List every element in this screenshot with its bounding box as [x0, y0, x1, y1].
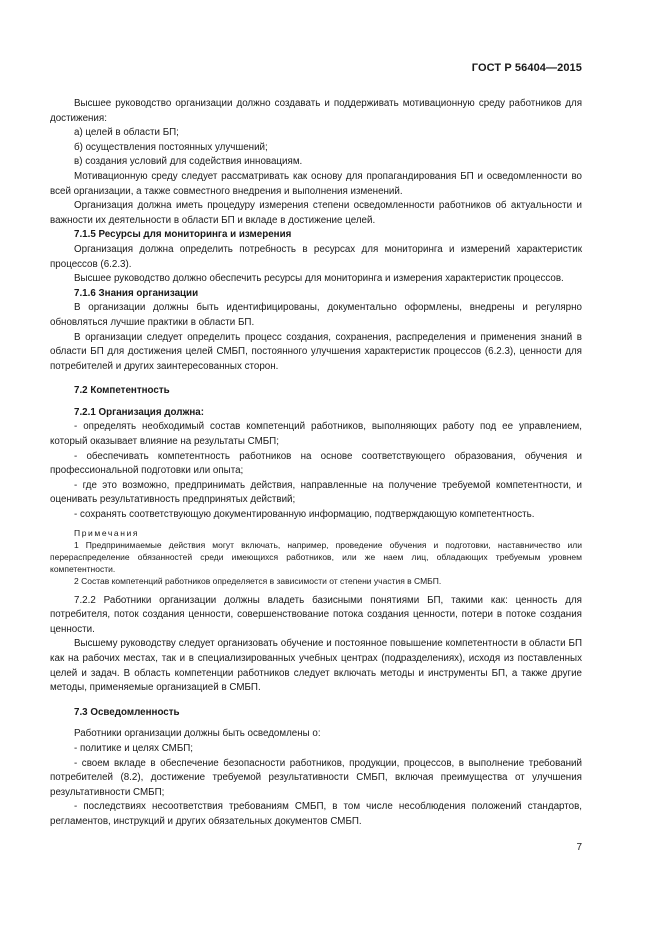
note-item: 2 Состав компетенций работников определяется в зависимости от степени участия в СМБП.: [74, 575, 442, 586]
document-body: [50, 97, 582, 830]
section-heading: 7.2.1 Организация должна:: [74, 406, 205, 418]
paragraph: Высшее руководство должно обеспечить ресурсы для мониторинга и измерения характеристик процессов.: [74, 273, 564, 285]
list-item: - определять необходимый состав компетенций работников, выполняющих работу под ее управлением, который оказывает влияние на результаты СМБП;: [50, 421, 582, 448]
list-item: б) осуществления постоянных улучшений;: [74, 141, 268, 153]
list-item: - политике и целях СМБП;: [74, 742, 194, 754]
section-heading: 7.1.5 Ресурсы для мониторинга и измерения: [74, 229, 292, 241]
list-item: в) создания условий для содействия инновациям.: [74, 156, 303, 168]
notes-title: Примечания: [74, 527, 140, 538]
list-item: - последствиях несоответствия требованиям СМБП, в том числе несоблюдения положений стандартов, регламентов, инструкций и других обязательных документов СМБП.: [50, 801, 582, 827]
paragraph: Организация должна иметь процедуру измерения степени осведомленности работников об актуальности и важности их деятельности в области БП и вкладе в достижение целей.: [50, 200, 582, 226]
list-item: - своем вкладе в обеспечение безопасности работников, продукции, процессов, в выполнение требований потребителей (8.2), достижение требуемой результативности СМБП, включая преимущества от улучшения результативности СМБП;: [50, 757, 582, 798]
list-item: а) целей в области БП;: [74, 127, 179, 139]
paragraph: Мотивационную среду следует рассматривать как основу для пропагандирования БП и осведомленности во всей организации, а также совместного внедрения и выполнения изменений.: [50, 170, 582, 197]
document-header: ГОСТ Р 56404—2015: [471, 62, 582, 74]
list-item: - обеспечивать компетентность работников на основе соответствующего образования, обучения и профессиональной подготовки или опыта;: [50, 450, 582, 477]
page-number: 7: [576, 842, 582, 853]
section-heading: 7.1.6 Знания организации: [74, 287, 199, 299]
paragraph: В организации следует определить процесс создания, сохранения, распределения и применения знаний в области БП для достижения целей СМБП, постоянного улучшения характеристик процессов (6.2.3), ценности для потребителей и других заинтересованных сторон.: [50, 331, 582, 372]
section-heading: 7.2 Компетентность: [74, 385, 170, 397]
paragraph: Организация должна определить потребность в ресурсах для мониторинга и измерений характеристик процессов (6.2.3).: [50, 243, 582, 270]
list-item: - сохранять соответствующую документированную информацию, подтверждающую компетентность.: [74, 509, 535, 521]
paragraph: Высшему руководству следует организовать обучение и постоянное повышение компетентности в области БП как на рабочих местах, так и в специализированных учебных центрах (подразделениях), исходя из поставленных целей и задач. В область компетенции работников следует включать методы и инструменты БП, а также другие методы, применяемые организацией в СМБП.: [50, 638, 582, 694]
paragraph: 7.2.2 Работники организации должны владеть базисными понятиями БП, такими как: ценность для потребителя, поток создания ценности, совершенствование потока создания ценности, потери в потоке создания ценности.: [50, 594, 582, 635]
paragraph: Высшее руководство организации должно создавать и поддерживать мотивационную среду работников для достижения:: [50, 98, 582, 124]
list-item: - где это возможно, предпринимать действия, направленные на получение требуемой компетентности, и оценивать результативность предпринятых действий;: [50, 479, 582, 506]
paragraph: Работники организации должны быть осведомлены о:: [74, 728, 321, 740]
note-item: 1 Предпринимаемые действия могут включать, например, проведение обучения и подготовки, наставничество или перераспределение обязанностей среди имеющихся работников, или же наем лиц, обладающих требуемым уровнем компетентности.: [50, 539, 582, 574]
paragraph: В организации должны быть идентифицированы, документально оформлены, внедрены и регулярно обновляться лучшие практики в области БП.: [50, 302, 582, 328]
section-heading: 7.3 Осведомленность: [74, 706, 180, 718]
